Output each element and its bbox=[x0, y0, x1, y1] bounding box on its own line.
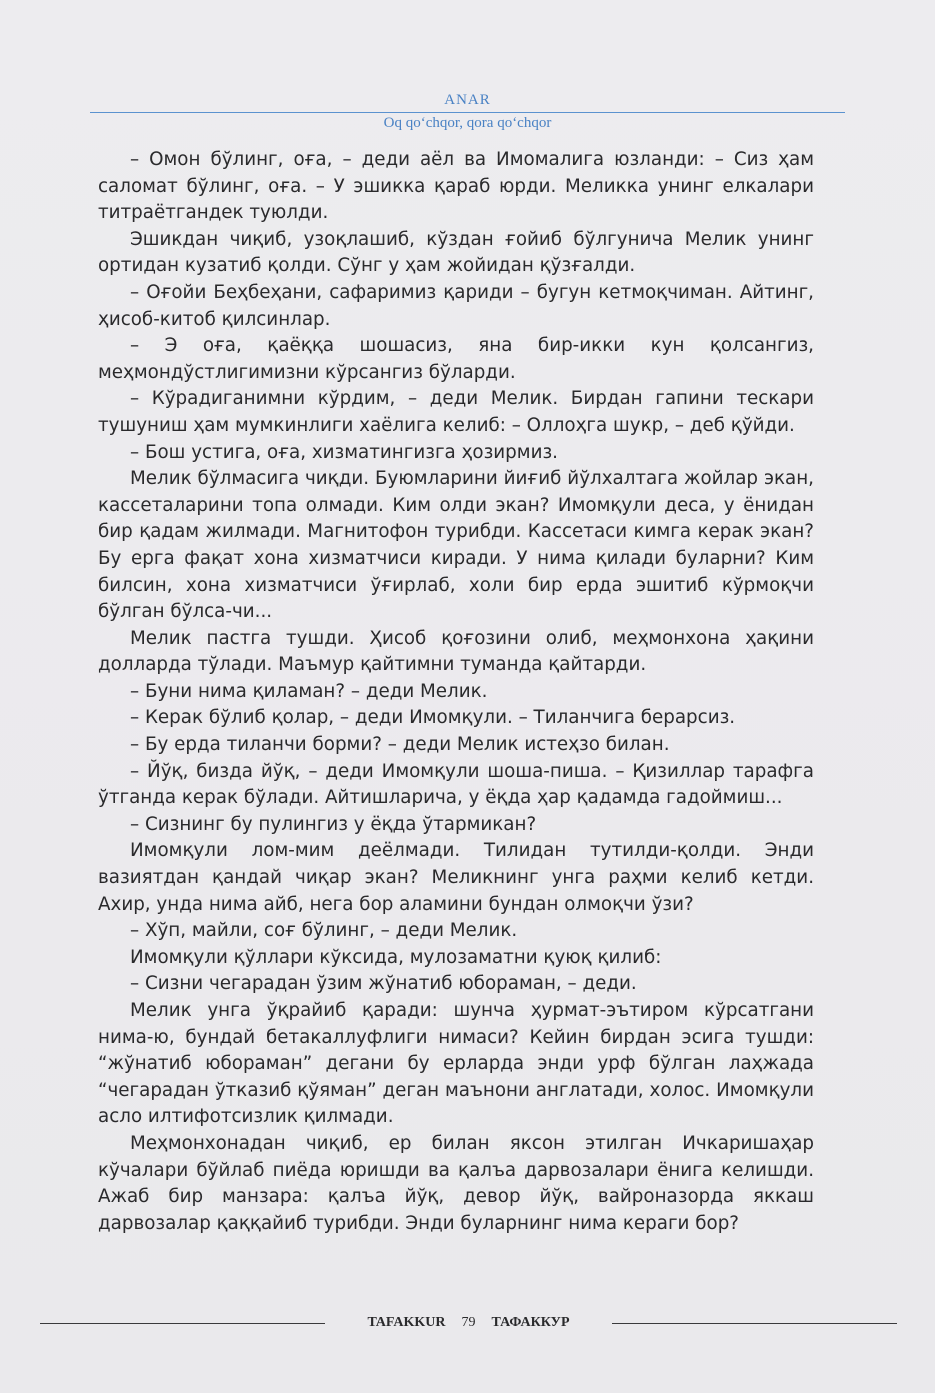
footer-rule-right bbox=[612, 1323, 897, 1324]
paragraph: Мелик пастга тушди. Ҳисоб қоғозини олиб, меҳмонхона ҳақини долларда тўлади. Маъмур қайтимни туманда қайтарди. bbox=[98, 627, 814, 676]
page-footer bbox=[40, 1315, 897, 1335]
body-text bbox=[98, 147, 814, 1237]
paragraph: – Керак бўлиб қолар, – деди Имомқули. – Тиланчига берарсиз. bbox=[130, 707, 736, 729]
paragraph: Мелик бўлмасига чиқди. Буюмларини йиғиб йўлхалтага жойлар экан, кассеталарини топа олмади. Ким олди экан? Имомқули деса, у ёнидан бир қадам жилмади. Магнитофон турибди. Кассетаси кимга керак экан? Бу ерга фақат хона хизматчиси киради. У нима қилади буларни? Ким билсин, хона хизматчиси ўғирлаб, холи бир ерда эшитиб кўрмоқчи бўлган бўлса-чи... bbox=[98, 468, 814, 623]
paragraph: Меҳмонхонадан чиқиб, ер билан яксон этилган Ичкаришаҳар кўчалари бўйлаб пиёда юришди ва қалъа дарвозалари ёнига келишди. Ажаб бир манзара: қалъа йўқ, девор йўқ, вайроназорда яккаш дарвозалар қаққайиб турибди. Энди буларнинг нима кераги бор? bbox=[98, 1132, 814, 1234]
footer-magazine-cyrillic: ТАФАККУР bbox=[491, 1315, 570, 1330]
paragraph: – Кўрадиганимни кўрдим, – деди Мелик. Бирдан гапини тескари тушуниш ҳам мумкинлиги хаёлига келиб: – Оллоҳга шукр, – деб қўйди. bbox=[98, 388, 814, 436]
paragraph: – Э оға, қаёққа шошасиз, яна бир-икки кун қолсангиз, меҳмондўстлигимизни кўрсангиз бўларди. bbox=[98, 335, 814, 383]
paragraph: – Йўқ, бизда йўқ, – деди Имомқули шоша-пиша. – Қизиллар тарафга ўтганда керак бўлади. Айтишларича, у ёқда ҳар қадамда гадоймиш... bbox=[98, 760, 814, 809]
running-header-author: ANAR bbox=[444, 92, 491, 108]
header-divider bbox=[90, 112, 845, 113]
running-header-title: Oq qo‘chqor, qora qo‘chqor bbox=[383, 115, 552, 131]
paragraph: – Сизнинг бу пулингиз у ёқда ўтармикан? bbox=[130, 813, 537, 835]
footer-label bbox=[325, 1315, 612, 1331]
paragraph: Мелик унга ўқрайиб қаради: шунча ҳурмат-эътиром кўрсатгани нима-ю, бундай бетакаллуфлиги нимаси? Кейин бирдан эсига тушди: “жўнатиб юбораман” дегани бу ерларда энди урф бўлган лаҳжада “чегарадан ўтказиб қўяман” деган маънони англатади, холос. Имомқули асло илтифотсизлик қилмади. bbox=[98, 1000, 814, 1128]
footer-rule-left bbox=[40, 1323, 325, 1324]
paragraph: – Оғойи Беҳбеҳани, сафаримиз қариди – бугун кетмоқчиман. Айтинг, ҳисоб-китоб қилсинлар. bbox=[98, 281, 814, 330]
paragraph: – Хўп, майли, соғ бўлинг, – деди Мелик. bbox=[130, 920, 518, 942]
paragraph: – Сизни чегарадан ўзим жўнатиб юбораман, – деди. bbox=[130, 973, 637, 995]
footer-magazine-latin: TAFAKKUR bbox=[367, 1315, 446, 1330]
paragraph: – Омон бўлинг, оға, – деди аёл ва Имомалига юзланди: – Сиз ҳам саломат бўлинг, оға. – У эшикка қараб юрди. Меликка унинг елкалари титраётгандек туюлди. bbox=[98, 149, 814, 224]
paragraph: Имомқули лом-мим деёлмади. Тилидан тутилди-қолди. Энди вазиятдан қандай чиқар экан? Меликнинг унга раҳми келиб кетди. Ахир, унда нима айб, нега бор аламини бундан олмоқчи ўзи? bbox=[98, 840, 814, 915]
paragraph: Имомқули қўллари кўксида, мулозаматни қуюқ қилиб: bbox=[130, 946, 662, 968]
paragraph: Эшикдан чиқиб, узоқлашиб, кўздан ғойиб бўлгунича Мелик унинг ортидан кузатиб қолди. Сўнг у ҳам жойидан қўзғалди. bbox=[98, 228, 814, 277]
paragraph: – Буни нима қиламан? – деди Мелик. bbox=[130, 680, 488, 702]
page-number: 79 bbox=[461, 1315, 476, 1330]
paragraph: – Бош устига, оға, хизматингизга ҳозирмиз. bbox=[130, 441, 558, 463]
paragraph: – Бу ерда тиланчи борми? – деди Мелик истеҳзо билан. bbox=[130, 734, 670, 756]
